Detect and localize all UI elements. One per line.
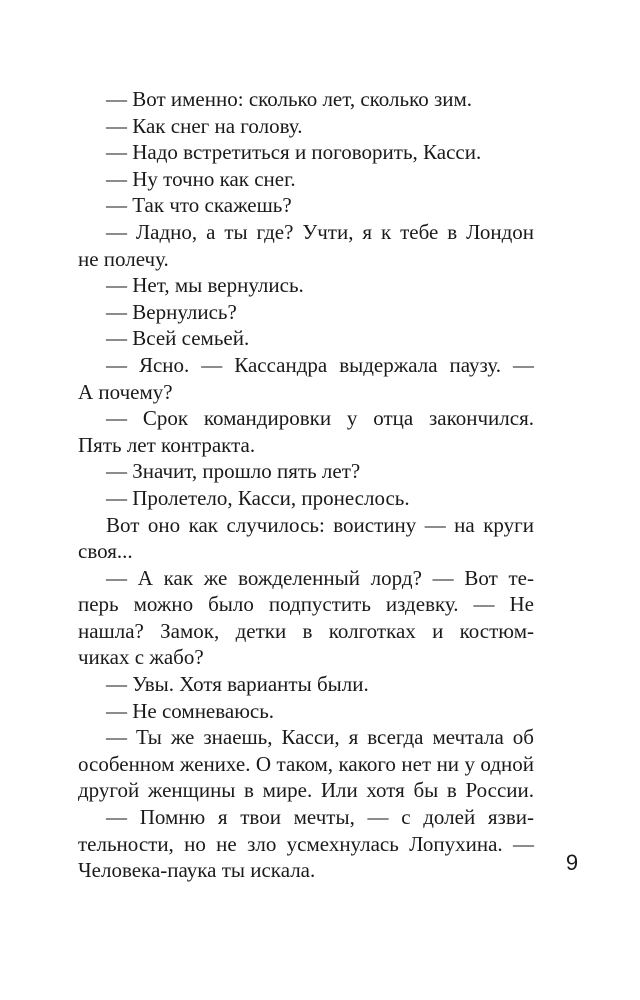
text-line: — Всей семьей.: [106, 326, 250, 351]
text-line: — А как же вожделенный лорд? — Вот те-: [106, 565, 534, 590]
text-line: не полечу.: [78, 246, 169, 271]
text-line: А почему?: [78, 379, 173, 404]
text-line: перь можно было подпустить издевку. — Не: [78, 592, 534, 617]
text-line: — Срок командировки у отца закончился.: [106, 406, 534, 431]
text-line: — Значит, прошло пять лет?: [106, 459, 361, 484]
text-line: своя...: [78, 539, 133, 564]
text-line: — Увы. Хотя варианты были.: [106, 672, 369, 697]
text-line: Пять лет контракта.: [78, 432, 256, 457]
text-line: нашла? Замок, детки в колготках и костюм-: [78, 618, 534, 643]
text-line: Человека-паука ты искала.: [78, 858, 316, 883]
text-line: — Вернулись?: [106, 299, 237, 324]
body-text: [78, 86, 534, 884]
text-line: другой женщины в мире. Или хотя бы в России.: [78, 778, 534, 803]
text-line: тельности, но не зло усмехнулась Лопухина. —: [78, 831, 534, 856]
text-line: — Ладно, а ты где? Учти, я к тебе в Лондон: [106, 219, 534, 244]
text-line: чиках с жабо?: [78, 645, 204, 670]
text-line: — Не сомневаюсь.: [106, 698, 275, 723]
text-line: — Вот именно: сколько лет, сколько зим.: [106, 87, 473, 111]
text-line: — Нет, мы вернулись.: [106, 273, 304, 298]
text-line: особенном женихе. О таком, какого нет ни у одной: [78, 751, 534, 776]
text-line: — Пролетело, Касси, пронеслось.: [106, 485, 410, 510]
text-line: Вот оно как случилось: воистину — на круги: [106, 512, 534, 537]
text-line: — Помню я твои мечты, — с долей язви-: [106, 805, 534, 830]
text-line: — Как снег на голову.: [106, 113, 303, 138]
page-number: 9: [565, 850, 579, 875]
text-line: — Ясно. — Кассандра выдержала паузу. —: [106, 352, 534, 377]
text-line: — Так что скажешь?: [106, 193, 292, 218]
text-line: — Ну точно как снег.: [106, 166, 296, 191]
text-line: — Ты же знаешь, Касси, я всегда мечтала об: [106, 725, 534, 750]
text-line: — Надо встретиться и поговорить, Касси.: [106, 140, 482, 165]
